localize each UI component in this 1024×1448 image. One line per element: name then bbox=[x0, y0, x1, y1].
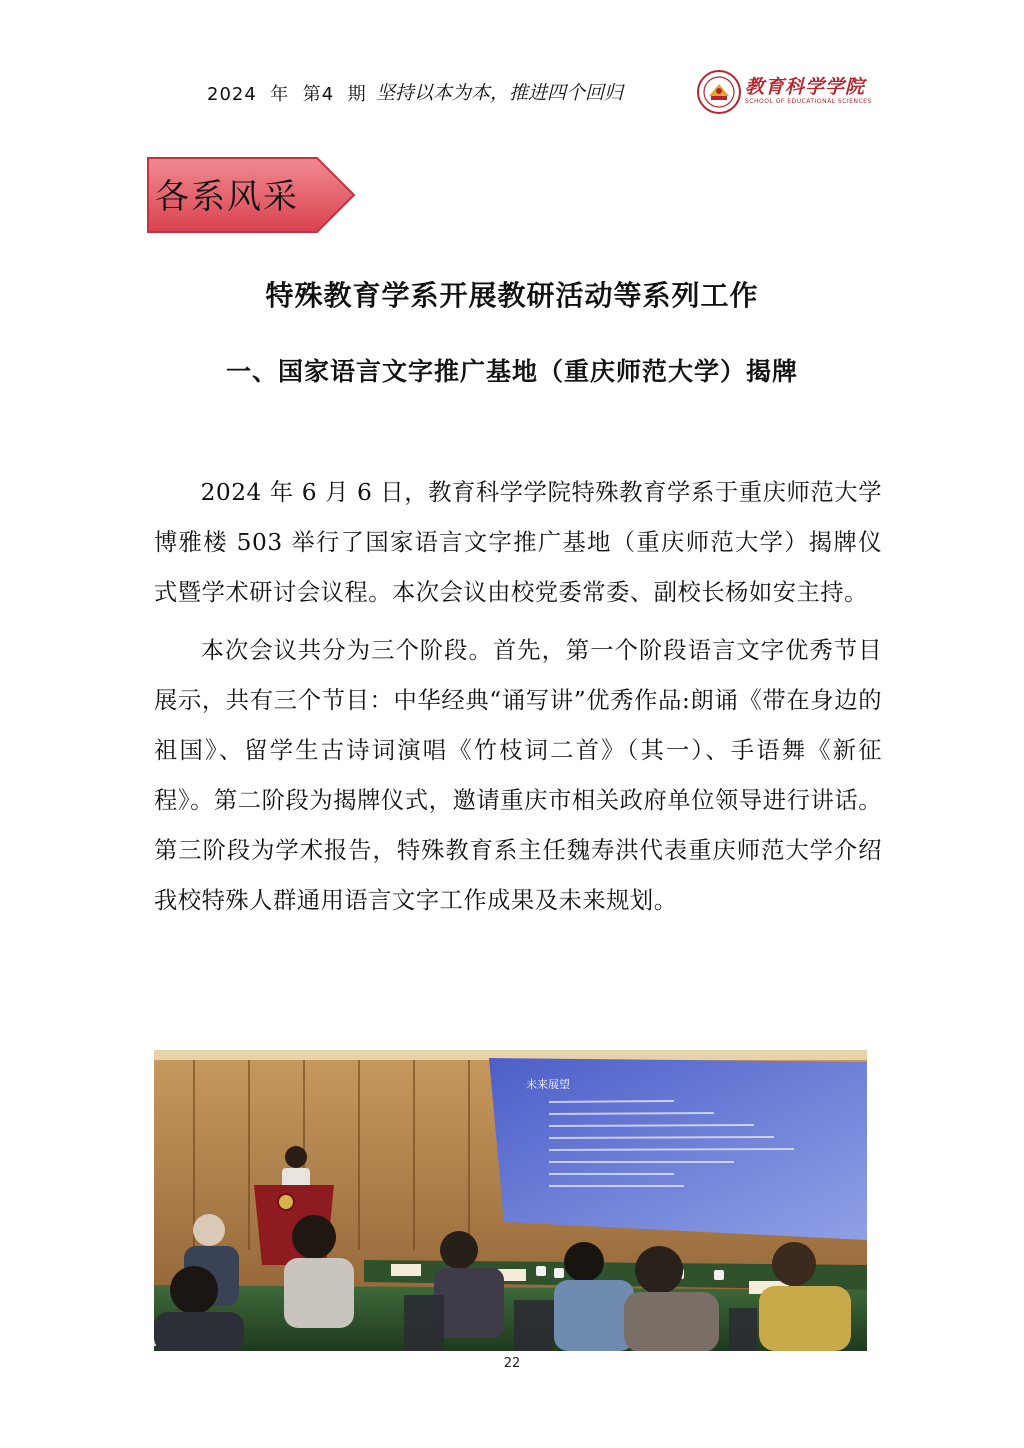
header-motto: 坚持以本为本，推进四个回归 bbox=[376, 82, 624, 104]
issue-label: 2024 年 第4 期 bbox=[207, 84, 367, 105]
body-paragraph: 本次会议共分为三个阶段。首先，第一个阶段语言文字优秀节目展示，共有三个节目：中华经典“诵写讲”优秀作品:朗诵《带在身边的祖国》、留学生古诗词演唱《竹枝词二首》（其一）、手语舞《新征程》。第二阶段为揭牌仪式，邀请重庆市相关政府单位领导进行讲话。第三阶段为学术报告，特殊教育系主任魏寿洪代表重庆师范大学介绍我校特殊人群通用语言文字工作成果及未来规划。 bbox=[154, 637, 882, 914]
event-photo bbox=[154, 1050, 867, 1351]
school-logo bbox=[697, 70, 872, 116]
article-title: 特殊教育学系开展教研活动等系列工作 bbox=[265, 279, 759, 312]
page-number: 22 bbox=[503, 1356, 521, 1371]
article-body bbox=[154, 468, 882, 934]
section-tag bbox=[147, 157, 357, 233]
section-tag-label: 各系风采 bbox=[155, 177, 299, 217]
school-logo-name: 教育科学学院 bbox=[745, 76, 866, 98]
conference-scene-image bbox=[154, 1050, 867, 1351]
school-seal-icon bbox=[697, 70, 741, 114]
screen-heading: 未来展望 bbox=[526, 1078, 570, 1091]
body-paragraph: 2024 年 6 月 6 日，教育科学学院特殊教育学系于重庆师范大学博雅楼 503 举行了国家语言文字推广基地（重庆师范大学）揭牌仪式暨学术研讨会议程。本次会议由校党委常委、副校长杨如安主持。 bbox=[154, 479, 882, 606]
page-header bbox=[0, 62, 1024, 118]
school-logo-subtitle: SCHOOL OF EDUCATIONAL SCIENCES bbox=[745, 98, 872, 105]
article-subheading: 一、国家语言文字推广基地（重庆师范大学）揭牌 bbox=[225, 357, 798, 386]
